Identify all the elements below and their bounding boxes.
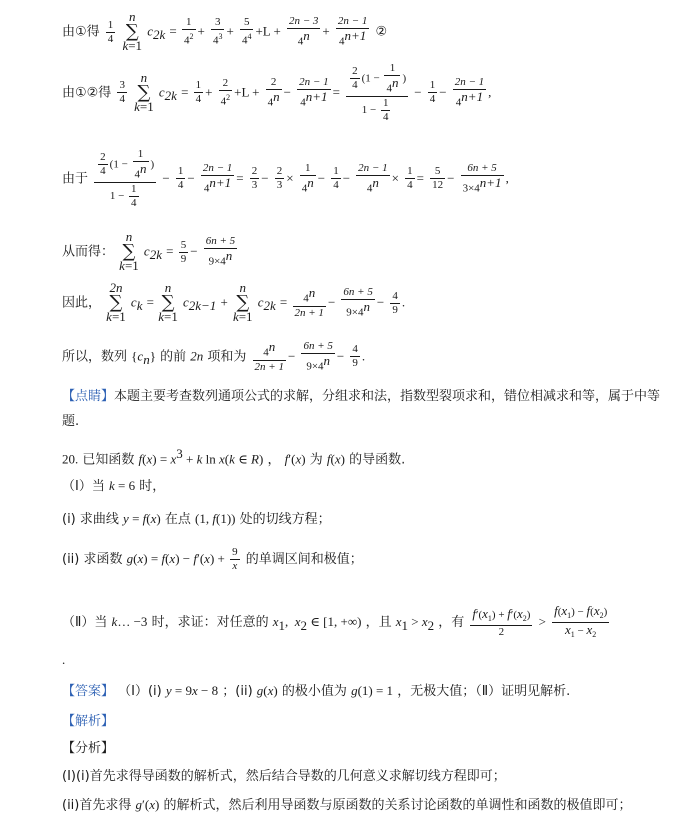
point-text-1: 本题主要考查数列通项公式的求解，分组求和法，指数型裂项求和，错位相减求和等，属于中等 (114, 389, 661, 404)
eq5-label: 因此， (62, 295, 102, 311)
part-1-i-label: (i) 求曲线 (62, 512, 119, 527)
equation-line-2: 由①②得 $\frac{3}{4}$ n ∑ k=1 $c_{2k}$ = $\frac{1}{4}$ + $\frac{2}{4^2}$ +L + $\frac{2}{4^n}$ − $\frac{2n - 1}{4^{n+1}}$ = $\frac{2}{4}$ (1 − $\frac{1}{4^n}$ ) 1 − $\frac{1}{4}$ − $\frac{1}{4}$ − $\frac{2n - 1}{4^{n+1}}$ , (62, 62, 492, 123)
analysis-subtag: 【分析】 (62, 741, 115, 756)
equation-line-5: 因此， 2n ∑ k=1 $c_k = n$ ∑ k=1 $c_{2k-1} + n$ ∑ k=1 $c_{2k}$ = $\frac{4^n}{2n + 1}$ − $\frac{6n + 5}{9\times 4^n}$ − $\frac{4}{9}$ . (62, 280, 406, 324)
answer-p4: ，无极大值；（Ⅱ）证明见解析. (397, 684, 571, 699)
part-2-label: （Ⅱ）当 (62, 615, 108, 631)
part-1-i-b: 在点 (164, 512, 191, 527)
answer-line: 【答案】 （Ⅰ）(i) y = 9x − 8 ；(ii) g(x) 的极小值为 g(1) = 1 ，无极大值；（Ⅱ）证明见解析. (62, 683, 571, 699)
analysis-tag-line (62, 714, 114, 730)
eq6-mid2: 项和为 (207, 349, 247, 365)
answer-p1: （Ⅰ）(i) (118, 684, 162, 699)
analysis-text-2a: (ii)首先求得 (62, 798, 132, 813)
part-1-line: （Ⅰ）当 k = 6 时， (62, 478, 166, 494)
problem-intro-b: ， (267, 452, 281, 468)
part-1-ii-b: 的单调区间和极值； (245, 552, 363, 567)
eq4-label: 从而得： (62, 244, 115, 260)
answer-p3: 的极小值为 (281, 684, 347, 699)
analysis-subtag-line (62, 741, 114, 757)
equation-line-6: 所以，数列 $\{c_n\}$ 的前 2n 项和为 $\frac{4^n}{2n + 1}$ − $\frac{6n + 5}{9\times 4^n}$ − $\frac{4}{9}$ . (62, 339, 366, 373)
part-1-i-line: (i) 求曲线 y = f(x) 在点 (1, f(1)) 处的切线方程； (62, 511, 331, 527)
eq1-marker: ② (375, 24, 388, 40)
answer-tag: 【答案】 (62, 684, 115, 699)
point-tag: 【点睛】 (62, 389, 115, 404)
part-1-b: 时， (139, 479, 166, 494)
part-1-i-c: 处的切线方程； (239, 512, 331, 527)
part-1-ii-label: (ii) 求函数 (62, 552, 123, 567)
answer-p2: ；(ii) (222, 684, 253, 699)
part-2-d: ，有 (438, 615, 465, 631)
eq6-mid: 的前 (160, 349, 187, 365)
analysis-text-2b: 的解析式，然后利用导函数与原函数的关系讨论函数的单调性和函数的极值即可； (163, 798, 632, 813)
period: . (62, 652, 66, 667)
point-line-1 (62, 389, 660, 405)
point-text-2: 题. (62, 414, 80, 429)
period-line (62, 652, 65, 669)
problem-intro-a: 已知函数 (82, 452, 135, 468)
eq1-label: 由①得 (62, 24, 100, 40)
part-2-b: 时，求证：对任意的 (151, 615, 269, 631)
analysis-text-1: (Ⅰ)(i)首先求得导函数的解析式，然后结合导数的几何意义求解切线方程即可； (62, 769, 506, 784)
equation-line-1: 由①得 $\frac{1}{4}$ n ∑ k=1 $c_{2k}$ = $\frac{1}{4^2}$ + $\frac{3}{4^3}$ + $\frac{5}{4^4}$ +L + $\frac{2n - 3}{4^n}$ + $\frac{2n - 1}{4^{n+1}}$ ② (62, 9, 388, 53)
analysis-line-1 (62, 769, 506, 785)
part-2-c: ，且 (365, 615, 392, 631)
problem-intro-d: 的导函数. (349, 452, 406, 468)
analysis-line-2: (ii)首先求得 g′(x) 的解析式，然后利用导函数与原函数的关系讨论函数的单调性和函数的极值即可； (62, 797, 632, 813)
part-1-ii-line: (ii) 求函数 g(x) = f(x) − f′(x) + $\frac{9}{x}$ 的单调区间和极值； (62, 546, 363, 572)
part-2-line: （Ⅱ）当 k… −3 时，求证：对任意的 $x_1$, $x_2$ ∈ [1, +∞) ，且 $x_1 > x_2$ ，有 $\frac{f'(x_1) + f'(x_2)}{2}$ > $\frac{f(x_1) - f(x_2)}{x_1 - x_2}$ (62, 603, 608, 640)
analysis-tag: 【解析】 (62, 714, 115, 729)
eq3-label: 由于 (62, 171, 89, 187)
eq6-label: 所以，数列 (62, 349, 128, 365)
equation-line-3: 由于 $\frac{2}{4}$ (1 − $\frac{1}{4^n}$ ) 1 − $\frac{1}{4}$ − $\frac{1}{4}$ − $\frac{2n - 1}{4^{n+1}}$ = $\frac{2}{3}$ − $\frac{2}{3}$ × $\frac{1}{4^n}$ − $\frac{1}{4}$ − $\frac{2n - 1}{4^n}$ × $\frac{1}{4}$ = $\frac{5}{12}$ − $\frac{6n + 5}{3\times 4^{n+1}}$ , (62, 148, 509, 209)
equation-line-4: 从而得： n ∑ k=1 $c_{2k}$ = $\frac{5}{9}$ − $\frac{6n + 5}{9\times 4^n}$ (62, 229, 236, 273)
problem-number: 20. (62, 451, 79, 467)
problem-intro-c: 为 (309, 452, 323, 468)
part-1-label: （Ⅰ）当 (62, 479, 105, 494)
eq2-label: 由①②得 (62, 85, 112, 101)
problem-20-intro: 20. 已知函数 $f(x) = x^3 + k$ ln x(k ∈ R) ， f′(x) 为 f(x) 的导函数. (62, 446, 406, 468)
point-line-2 (62, 414, 79, 430)
